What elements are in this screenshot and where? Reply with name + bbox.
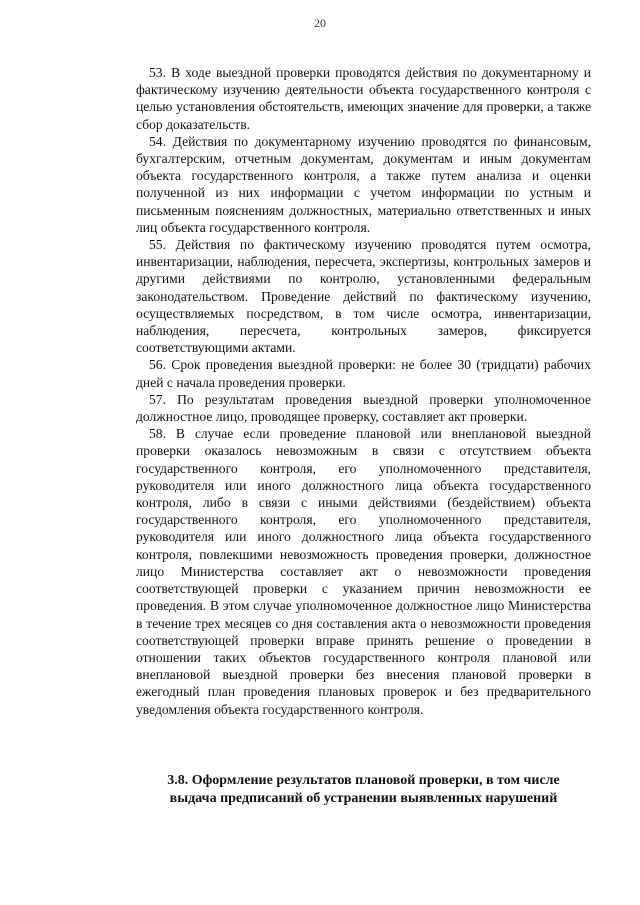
paragraph-54: 54. Действия по документарному изучению проводятся по финансовым, бухгалтерским, отчетным документам, документам и иным документам объекта государственного контроля, а также путем анализа и оценки полученной из них информации с учетом информации по устным и письменным пояснениям должностных, материально ответственных и иных лиц объекта государственного контроля. [136, 133, 591, 235]
section-heading-line-2: выдача предписаний об устранении выявленных нарушений [169, 791, 558, 806]
paragraph-58: 58. В случае если проведение плановой или внеплановой выездной проверки оказалось невозможным в связи с отсутствием объекта государственного контроля, его уполномоченного представителя, руководителя или иного должностного лица объекта государственного контроля, либо в связи с иными действиями (бездействием) объекта государственного контроля, его уполномоченного представителя, руководителя или иного должностного лица объекта государственного контроля, повлекшими невозможность проведения проверки, должностное лицо Министерства составляет акт о невозможности проведения соответствующей проверки с указанием причин невозможности ее проведения. В этом случае уполномоченное должностное лицо Министерства в течение трех месяцев со дня составления акта о невозможности проведения соответствующей проверки вправе принять решение о проведении в отношении таких объектов государственного контроля плановой или внеплановой выездной проверки без внесения плановой проверки в ежегодный план проведения плановых проверок и без предварительного уведомления объекта государственного контроля. [136, 426, 591, 717]
section-heading [136, 772, 591, 808]
page-number: 20 [314, 16, 326, 30]
paragraph-55: 55. Действия по фактическому изучению проводятся путем осмотра, инвентаризации, наблюдения, пересчета, экспертизы, контрольных замеров и другими действиями по контролю, установленными федеральным законодательством. Проведение действий по фактическому изучению, осуществляемых посредством, в том числе осмотра, инвентаризации, наблюдения, пересчета, контрольных замеров, фиксируется соответствующими актами. [136, 237, 591, 356]
section-heading-line-1: 3.8. Оформление результатов плановой проверки, в том числе [167, 773, 560, 788]
paragraph-57: 57. По результатам проведения выездной проверки уполномоченное должностное лицо, проводящее проверку, составляет акт проверки. [136, 391, 591, 425]
paragraph-53: 53. В ходе выездной проверки проводятся действия по документарному и фактическому изучению деятельности объекта государственного контроля с целью установления обстоятельств, имеющих значение для проверки, а также сбор доказательств. [136, 65, 591, 132]
paragraph-56: 56. Срок проведения выездной проверки: не более 30 (тридцати) рабочих дней с начала проведения проверки. [136, 357, 591, 390]
body-text [136, 64, 591, 718]
